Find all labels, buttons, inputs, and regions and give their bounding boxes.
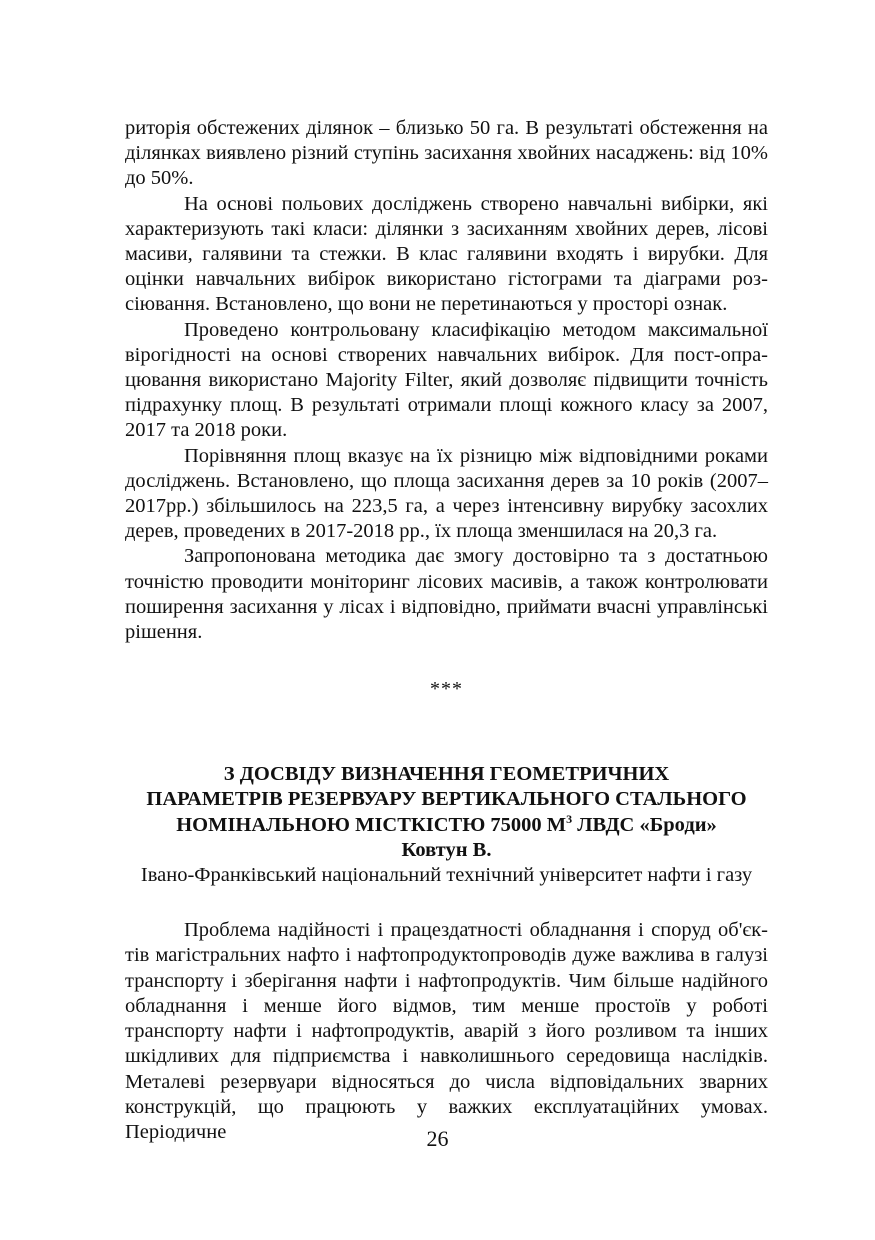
paragraph: Запропонована методика дає змогу достовірно та з достатньою точністю проводити моніторинг лісових масивів, а також контролювати поширення засихання у лісах і відповідно, приймати вчасні управлінські рішення.: [125, 545, 768, 644]
article-title-line-2: ПАРАМЕТРІВ РЕЗЕРВУАРУ ВЕРТИКАЛЬНОГО СТАЛЬНОГО: [146, 788, 747, 811]
title-line-3-tail: ЛВДС «Броди»: [572, 813, 717, 836]
paragraph: Проведено контрольовану класифікацію методом максимальної вірогідності на основі створених навчальних вибірок. Для пост-опрацювання використано Majority Filter, який дозволяє підвищити точність підрахунку площ. В результаті отримали площі кожного класу за 2007, 2017 та 2018 роки.: [125, 318, 768, 442]
title-superscript: 3: [566, 811, 573, 826]
paragraph: риторія обстежених ділянок – близько 50 га. В результаті обстеження на ділянках виявлено різний ступінь засихання хвойних насаджень: від 10% до 50%.: [125, 117, 768, 190]
previous-article-ending: [125, 116, 768, 645]
article-author: Ковтун В.: [401, 838, 492, 861]
paragraph: На основі польових досліджень створено навчальні вибірки, які характеризують такі класи: ділянки з засиханням хвойних дерев, лісові масиви, галявини та стежки. В клас галявини входять і вирубки. Для оцінки навчальних вибірок використано гістограми та діаграми розсіювання. Встановлено, що вони не перетинаються у просторі ознак.: [125, 192, 768, 316]
section-separator: ***: [430, 678, 463, 701]
article-affiliation: Івано-Франківський національний технічний університет нафти і газу: [140, 864, 753, 887]
article-header: [125, 762, 768, 888]
document-page: [125, 116, 768, 1145]
title-line-3-main: НОМІНАЛЬНОЮ МІСТКІСТЮ 75000 М: [176, 813, 567, 836]
paragraph: Порівняння площ вказує на їх різницю між відповідними роками досліджень. Встановлено, що площа засихання дерев за 10 років (2007–2017рр.) збільшилось на 223,5 га, а через інтенсивну вирубку засохлих дерев, проведених в 2017-2018 рр., їх площа зменшилася на 20,3 га.: [125, 444, 768, 543]
article-title-line-3: [125, 813, 768, 838]
paragraph: Проблема надійності і працездатності обладнання і споруд об'єктів магістральних нафто і нафтопродуктопроводів дуже важлива в галузі транспорту і зберігання нафти і нафтопродуктів. Чим більше надійного обладнання і менше його відмов, тим менше простоїв у роботі транспорту нафти і нафтопродуктів, аварій з його розливом та інших шкідливих для підприємства і навколишнього середовища наслідків. Металеві резервуари відносяться до числа відповідальних зварних конструкцій, що працюють у важких експлуатаційних умовах. Періодичне: [125, 919, 768, 1143]
article-title-line-1: З ДОСВІДУ ВИЗНАЧЕННЯ ГЕОМЕТРИЧНИХ: [223, 763, 670, 786]
page-number: 26: [426, 1126, 449, 1151]
article-body: [125, 918, 768, 1145]
